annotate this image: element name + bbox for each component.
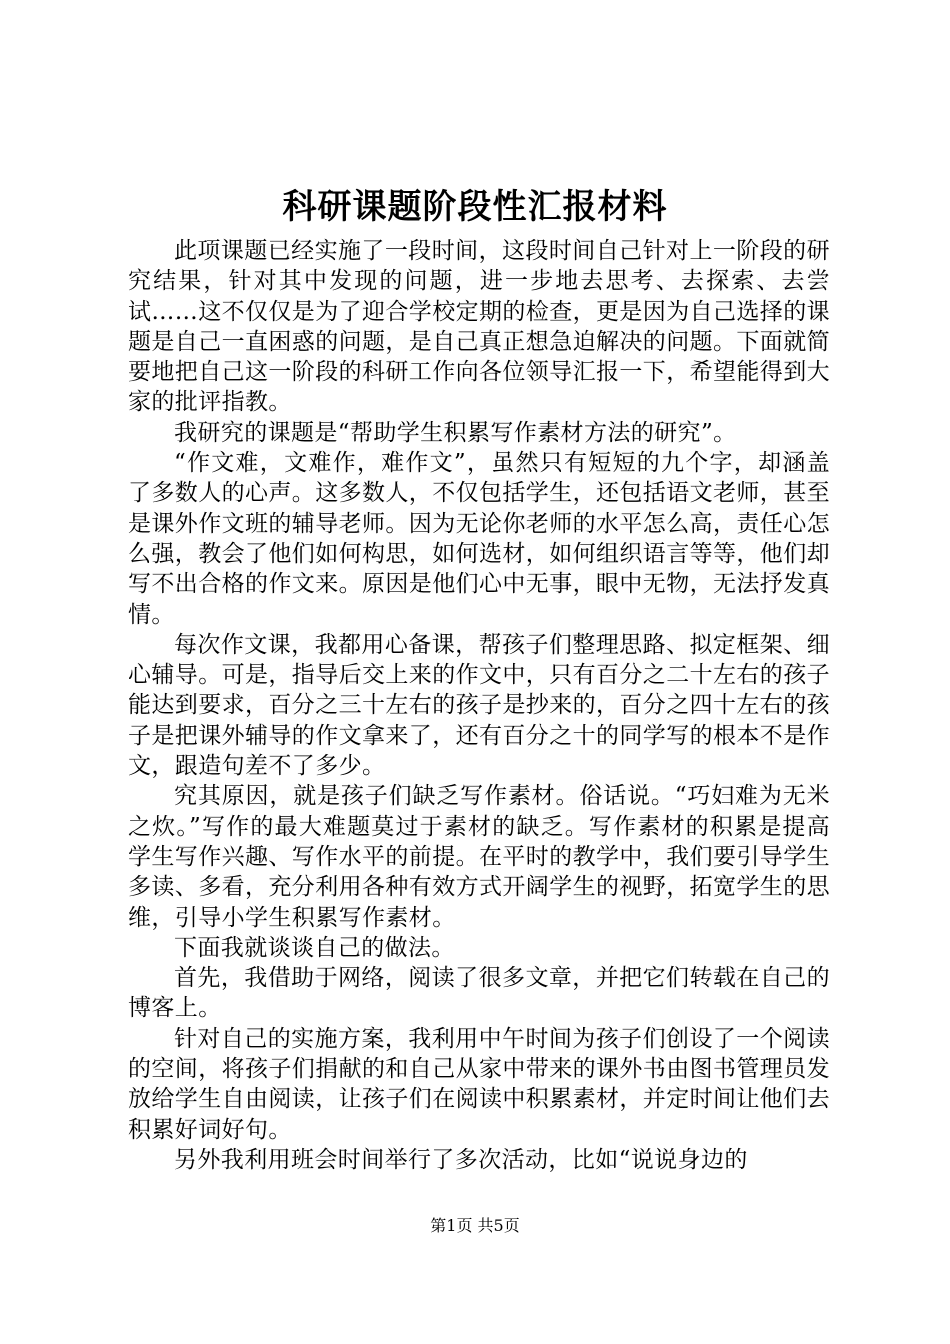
paragraph-cause: 究其原因，就是孩子们缺乏写作素材。俗话说。“巧妇难为无米之炊。”写作的最大难题莫过于素材的缺乏。写作素材的积累是提高学生写作兴趣、写作水平的前提。在平时的教学中，我们要引导学生多读、多看，充分利用各种有效方式开阔学生的视野，拓宽学生的思维，引导小学生积累写作素材。 [128, 783, 830, 931]
paragraph-methods-intro: 下面我就谈谈自己的做法。 [174, 934, 455, 961]
paragraph-first-method: 首先，我借助于网络，阅读了很多文章，并把它们转载在自己的博客上。 [128, 965, 830, 1022]
page-number-footer: 第1页 共5页 [430, 1216, 520, 1235]
paragraph-composition-class: 每次作文课，我都用心备课，帮孩子们整理思路、拟定框架、细心辅导。可是，指导后交上来的作文中，只有百分之二十左右的孩子能达到要求，百分之三十左右的孩子是抄来的，百分之四十左右的孩子是把课外辅导的作文拿来了，还有百分之十的同学写的根本不是作文，跟造句差不了多少。 [128, 631, 830, 780]
paragraph-activities: 另外我利用班会时间举行了多次活动，比如“说说身边的 [174, 1146, 748, 1173]
document-body [128, 236, 830, 1175]
paragraph-difficulty: “作文难，文难作，难作文”，虽然只有短短的九个字，却涵盖了多数人的心声。这多数人，不仅包括学生，还包括语文老师，甚至是课外作文班的辅导老师。因为无论你老师的水平怎么高，责任心怎么强，教会了他们如何构思，如何选材，如何组织语言等等，他们却写不出合格的作文来。原因是他们心中无事，眼中无物，无法抒发真情。 [128, 450, 830, 628]
paragraph-intro: 此项课题已经实施了一段时间，这段时间自己针对上一阶段的研究结果，针对其中发现的问题，进一步地去思考、去探索、去尝试……这不仅仅是为了迎合学校定期的检查，更是因为自己选择的课题是自己一直困惑的问题，是自己真正想急迫解决的问题。下面就简要地把自己这一阶段的科研工作向各位领导汇报一下，希望能得到大家的批评指教。 [128, 238, 830, 416]
paragraph-topic: 我研究的课题是“帮助学生积累写作素材方法的研究”。 [174, 419, 737, 446]
paragraph-reading-space: 针对自己的实施方案，我利用中午时间为孩子们创设了一个阅读的空间，将孩子们捐献的和自己从家中带来的课外书由图书管理员发放给学生自由阅读，让孩子们在阅读中积累素材，并定时间让他们去积累好词好句。 [128, 1025, 830, 1143]
document-title: 科研课题阶段性汇报材料 [282, 187, 668, 227]
